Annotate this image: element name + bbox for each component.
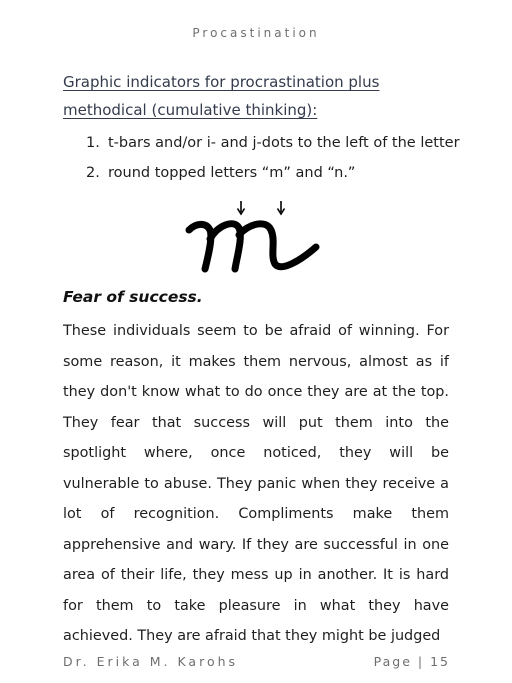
footer-author: Dr. Erika M. Karohs xyxy=(63,654,239,669)
indicator-list xyxy=(86,128,460,188)
list-item xyxy=(86,158,460,188)
running-header: Procastination xyxy=(192,26,320,40)
list-item-text: t-bars and/or i- and j-dots to the left of the letter xyxy=(108,135,460,151)
handwritten-m-icon xyxy=(184,197,324,279)
body-paragraph: These individuals seem to be afraid of winning. For some reason, it makes them nervous, almost as if they don't know what to do once they are at the top. They fear that success will put them into the spotlight where, once noticed, they will be vulnerable to abuse. They panic when they receive a lot of recognition. Compliments make them apprehensive and wary. If they are successful in one area of their life, they mess up in another. It is hard for them to take pleasure in what they have achieved. They are afraid that they might be judged xyxy=(63,323,449,644)
list-item-number: 1. xyxy=(86,135,100,151)
footer-page-number: Page | 15 xyxy=(373,654,450,669)
arrow-down-icon xyxy=(278,201,285,214)
list-item-text: round topped letters “m” and “n.” xyxy=(108,165,356,181)
handwriting-figure xyxy=(184,197,324,279)
arrow-down-icon xyxy=(238,201,245,214)
list-item xyxy=(86,128,460,158)
subheading-fear-of-success: Fear of success. xyxy=(63,288,203,306)
list-item-number: 2. xyxy=(86,165,100,181)
section-heading: Graphic indicators for procrastination plus methodical (cumulative thinking): xyxy=(63,73,380,119)
